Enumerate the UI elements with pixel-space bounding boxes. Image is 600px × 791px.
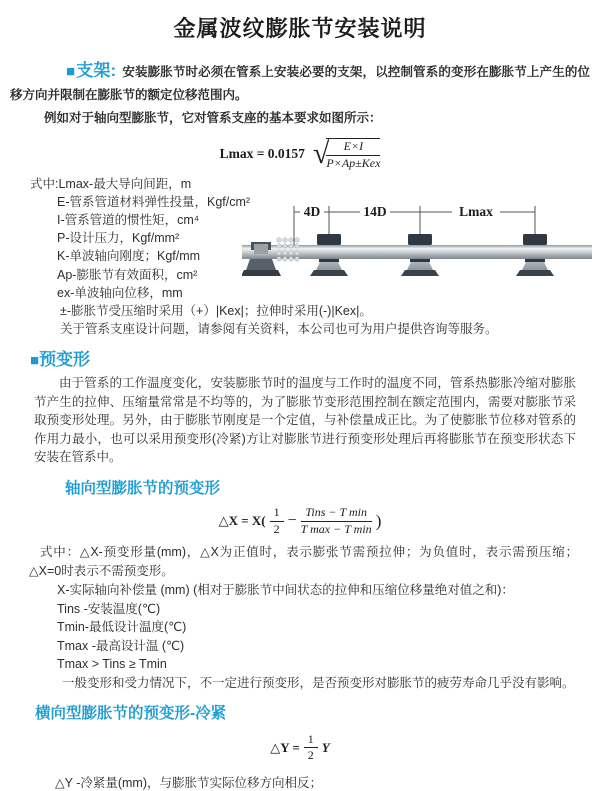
section-square-icon: ■ — [30, 352, 40, 370]
definition-item: 式中:Lmax-最大导向间距，m — [30, 176, 192, 191]
support-intro-paragraph — [10, 59, 590, 107]
pipe — [242, 245, 592, 259]
dim-label-lmax: Lmax — [459, 203, 493, 219]
lateral-explain-line: △Y -冷紧量(mm)，与膨胀节实际位移方向相反； — [55, 776, 323, 791]
section-square-icon: ■ — [66, 63, 76, 80]
formula-lmax-denominator: P×Ap±Kex — [326, 155, 381, 170]
support-intro-text: 安装膨胀节时必须在管系上安装必要的支架，以控制管系的变形在膨胀节上产生的位移方向并限制在膨胀节的额定位移范围内。 — [10, 65, 590, 102]
formula-lmax-lhs: Lmax = 0.0157 — [219, 145, 305, 161]
radical-sign-icon: √ — [312, 137, 330, 171]
axial-explain-paragraph: 式中：△X-预变形量(mm)，△X为正值时，表示膨张节需预拉伸；为负值时，表示需预压缩；△X=0时表示不需预变形。 — [29, 545, 578, 578]
dim-label-14d: 14D — [363, 203, 387, 219]
one-half-fraction: $\frac{1}{2}$ — [270, 506, 284, 537]
preform-body-paragraph: 由于管系的工作温度变化，安装膨胀节时的温度与工作时的温度不同，管系热膨胀冷缩对膨胀节产生的拉伸、压缩量常常是不均等的，为了膨胀节变形范围控制在额定范围内，需要对膨胀节采取预变形处理。另外，由于膨胀节刚度是一个定值，与补偿量成正比。为了使膨胀节位移对管系的作用力最小，也可以采用预变形(冷紧)方让对膨胀节进行预变形处理后再将膨胀节在预变形状态下安装在管系中。 — [34, 376, 576, 465]
formula-lmax — [10, 138, 590, 171]
definition-item: E-管系管道材料弹性投量，Kgf/cm² — [57, 194, 251, 209]
formula-dx-lhs: △X = X( — [218, 513, 266, 529]
support-definitions-block — [10, 175, 590, 339]
lateral-subsection-heading: 横向型膨胀节的预变形-冷紧 — [35, 704, 227, 722]
definition-item: Tmin-最低设计温度(℃) — [57, 620, 187, 635]
formula-delta-y — [10, 733, 590, 764]
definition-note: 关于管系支座设计问题，请参阅有关资料，本公司也可为用户提供咨询等服务。 — [60, 322, 498, 337]
definition-item: Tmax > Tins ≥ Tmin — [57, 657, 167, 672]
formula-dy-rhs: Y — [321, 739, 330, 755]
definition-item: X-实际轴向补偿量 (mm) (相对于膨胀节中间状态的拉伸和压缩位移量绝对值之和)： — [57, 583, 514, 598]
definition-item: I-管系管道的惯性矩，cm⁴ — [57, 213, 200, 227]
formula-lmax-numerator: E×I — [326, 140, 380, 156]
support-example-line: 例如对于轴向型膨胀节，它对管系支座的基本要求如图所示： — [44, 111, 382, 125]
page-title: 金属波纹膨胀节安装说明 — [173, 16, 427, 41]
minus-sign: − — [287, 512, 297, 530]
preform-heading-label: 预变形 — [39, 350, 91, 370]
formula-lmax-radicand — [326, 138, 380, 171]
definition-item: P-设计压力，Kgf/mm² — [57, 231, 180, 246]
definition-item: K-单波轴向刚度；Kgf/mm — [57, 249, 201, 264]
definition-item: ±-膨胀节受压缩时采用（+）|Kex|；拉伸时采用(-)|Kex|。 — [60, 304, 372, 319]
formula-dx-rhs: ) — [375, 511, 382, 531]
definition-item: Ap-膨胀节有效面积，cm² — [57, 267, 198, 282]
axial-subsection-heading: 轴向型膨胀节的预变形 — [65, 480, 221, 498]
axial-note-line: 一般变形和受力情况下，不一定进行预变形，是否预变形对膨胀节的疲劳寿命几乎没有影响。 — [62, 675, 575, 690]
temperature-fraction: $\frac{\text{Tins − T min}}{\text{T max − T min}}$ — [300, 505, 372, 537]
definition-item: Tins -安装温度(℃) — [57, 601, 161, 616]
dim-label-4d: 4D — [303, 203, 321, 219]
axial-definitions-list — [10, 581, 590, 674]
preform-section-heading — [30, 345, 590, 370]
one-half-fraction: $\frac{1}{2}$ — [304, 733, 318, 764]
support-section-heading: 支架: — [76, 61, 117, 80]
formula-dy-lhs: △Y = — [270, 739, 300, 755]
definition-item: ex-单波轴向位移，mm — [57, 285, 183, 300]
definition-item: Tmax -最高设计温 (℃) — [57, 638, 185, 653]
formula-delta-x — [10, 506, 590, 537]
pipe-support-diagram — [242, 201, 594, 285]
